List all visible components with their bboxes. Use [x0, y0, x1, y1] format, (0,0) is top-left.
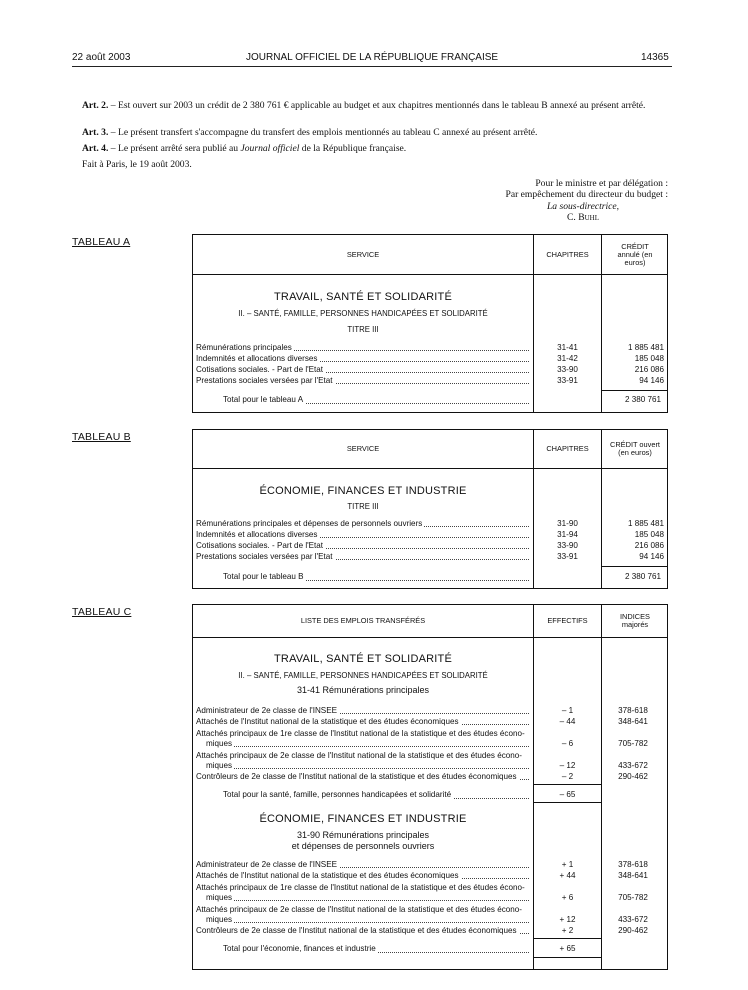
header-indices: INDICES majorés — [620, 612, 650, 629]
table-row-label-line: Attachés principaux de 2e classe de l'Institut national de la statistique et des études écono- — [196, 905, 522, 914]
total-value: 2 380 761 — [624, 572, 661, 581]
total-label: Total pour l'économie, finances et industrie — [223, 944, 529, 955]
table-row: Contrôleurs de 2e classe de l'Institut national de la statistique et des études économiques – 2 290-462 — [196, 772, 648, 781]
total-label: Total pour le tableau B — [223, 572, 529, 583]
total-value: 2 380 761 — [624, 395, 661, 404]
ministry-title: TRAVAIL, SANTÉ ET SOLIDARITÉ — [274, 291, 452, 303]
journal-title: JOURNAL OFFICIEL DE LA RÉPUBLIQUE FRANÇAISE — [246, 52, 499, 63]
header-service: SERVICE — [346, 249, 380, 259]
header-chapitres: CHAPITRES — [546, 444, 589, 453]
table-row: Cotisations sociales. - Part de l'Etat 33-90 216 086 — [196, 541, 664, 550]
ministry-title: TRAVAIL, SANTÉ ET SOLIDARITÉ — [274, 653, 452, 665]
table-row: Contrôleurs de 2e classe de l'Institut national de la statistique et des études économiques + 2 290-462 — [196, 926, 648, 935]
table-row: Administrateur de 2e classe de l'INSEE – 1 378-618 — [196, 706, 648, 715]
table-header — [193, 235, 667, 275]
signature-line-3: La sous-directrice, — [546, 201, 620, 212]
header-date: 22 août 2003 — [72, 52, 131, 63]
table-row: Prestations sociales versées par l'Etat 33-91 94 146 — [196, 552, 664, 561]
total-rule — [534, 957, 601, 958]
section-title: II. – SANTÉ, FAMILLE, PERSONNES HANDICAPÉES ET SOLIDARITÉ — [238, 671, 488, 680]
table-row: miques + 12 433-672 — [206, 915, 648, 924]
article-4: Art. 4. – Le présent arrêté sera publié au Journal officiel de la République française. — [82, 143, 407, 154]
titre-title: TITRE III — [347, 325, 379, 334]
chapter-title: 31-90 Rémunérations principales — [296, 830, 430, 840]
chapter-subtitle: et dépenses de personnels ouvriers — [291, 841, 435, 851]
header-rule — [72, 66, 672, 67]
table-row-label-line: Attachés principaux de 1re classe de l'Institut national de la statistique et des études écono- — [196, 883, 525, 892]
ministry-title: ÉCONOMIE, FINANCES ET INDUSTRIE — [259, 813, 467, 825]
tableau-a — [192, 234, 668, 413]
chapter-title: 31-41 Rémunérations principales — [296, 685, 430, 695]
table-row: miques – 6 705-782 — [206, 739, 648, 748]
signature-line-2: Par empêchement du directeur du budget : — [505, 189, 668, 200]
tableau-c-label: TABLEAU C — [72, 606, 132, 618]
header-service: SERVICE — [346, 444, 380, 453]
total-value: – 65 — [559, 790, 576, 799]
total-rule — [534, 802, 601, 803]
table-row: Administrateur de 2e classe de l'INSEE + 1 378-618 — [196, 860, 648, 869]
signature-name: C. Buhl — [567, 212, 599, 223]
tableau-b — [192, 429, 668, 589]
done-at: Fait à Paris, le 19 août 2003. — [82, 159, 192, 170]
header-credit: CRÉDIT ouvert (en euros) — [610, 440, 660, 457]
total-label: Total pour la santé, famille, personnes handicapées et solidarité — [223, 790, 529, 801]
tableau-c — [192, 604, 668, 970]
total-value: + 65 — [559, 944, 576, 953]
header-effectifs: EFFECTIFS — [547, 616, 588, 625]
table-header — [193, 605, 667, 638]
table-row-label-line: Attachés principaux de 1re classe de l'Institut national de la statistique et des études écono- — [196, 729, 525, 738]
total-label: Total pour le tableau A — [223, 395, 529, 406]
header-credit: CRÉDIT annulé (en euros) — [617, 241, 653, 267]
tableau-a-label: TABLEAU A — [72, 236, 131, 248]
table-row: Attachés de l'Institut national de la statistique et des études économiques – 44 348-641 — [196, 717, 648, 726]
article-3: Art. 3. – Le présent transfert s'accompagne du transfert des emplois mentionnés au tableau C annexé au présent arrêté. — [82, 127, 538, 138]
total-rule — [601, 390, 667, 391]
total-rule — [534, 784, 601, 785]
tableau-b-label: TABLEAU B — [72, 431, 131, 443]
header-liste: LISTE DES EMPLOIS TRANSFÉRÉS — [300, 616, 426, 625]
table-row: Prestations sociales versées par l'Etat 33-91 94 146 — [196, 376, 664, 385]
table-row: miques + 6 705-782 — [206, 893, 648, 902]
section-title: II. – SANTÉ, FAMILLE, PERSONNES HANDICAPÉES ET SOLIDARITÉ — [238, 309, 488, 318]
total-rule — [601, 566, 667, 567]
table-header — [193, 430, 667, 469]
table-row: Indemnités et allocations diverses 31-42 185 048 — [196, 354, 664, 363]
article-2: Art. 2. – Est ouvert sur 2003 un crédit de 2 380 761 € applicable au budget et aux chapitres mentionnés dans le tableau B annexé au présent arrêté. — [82, 100, 646, 111]
total-rule — [534, 938, 601, 939]
header-chapitres: CHAPITRES — [546, 249, 589, 259]
table-row: Cotisations sociales. - Part de l'Etat 33-90 216 086 — [196, 365, 664, 374]
table-row: Attachés de l'Institut national de la statistique et des études économiques + 44 348-641 — [196, 871, 648, 880]
table-row: Rémunérations principales et dépenses de personnels ouvriers 31-90 1 885 481 — [196, 519, 664, 528]
titre-title: TITRE III — [347, 502, 379, 511]
table-row: Indemnités et allocations diverses 31-94 185 048 — [196, 530, 664, 539]
table-row: Rémunérations principales 31-41 1 885 481 — [196, 343, 664, 352]
signature-line-1: Pour le ministre et par délégation : — [535, 178, 668, 189]
table-row: miques – 12 433-672 — [206, 761, 648, 770]
ministry-title: ÉCONOMIE, FINANCES ET INDUSTRIE — [259, 485, 467, 497]
table-row-label-line: Attachés principaux de 2e classe de l'Institut national de la statistique et des études écono- — [196, 751, 522, 760]
page-number: 14365 — [641, 52, 669, 63]
